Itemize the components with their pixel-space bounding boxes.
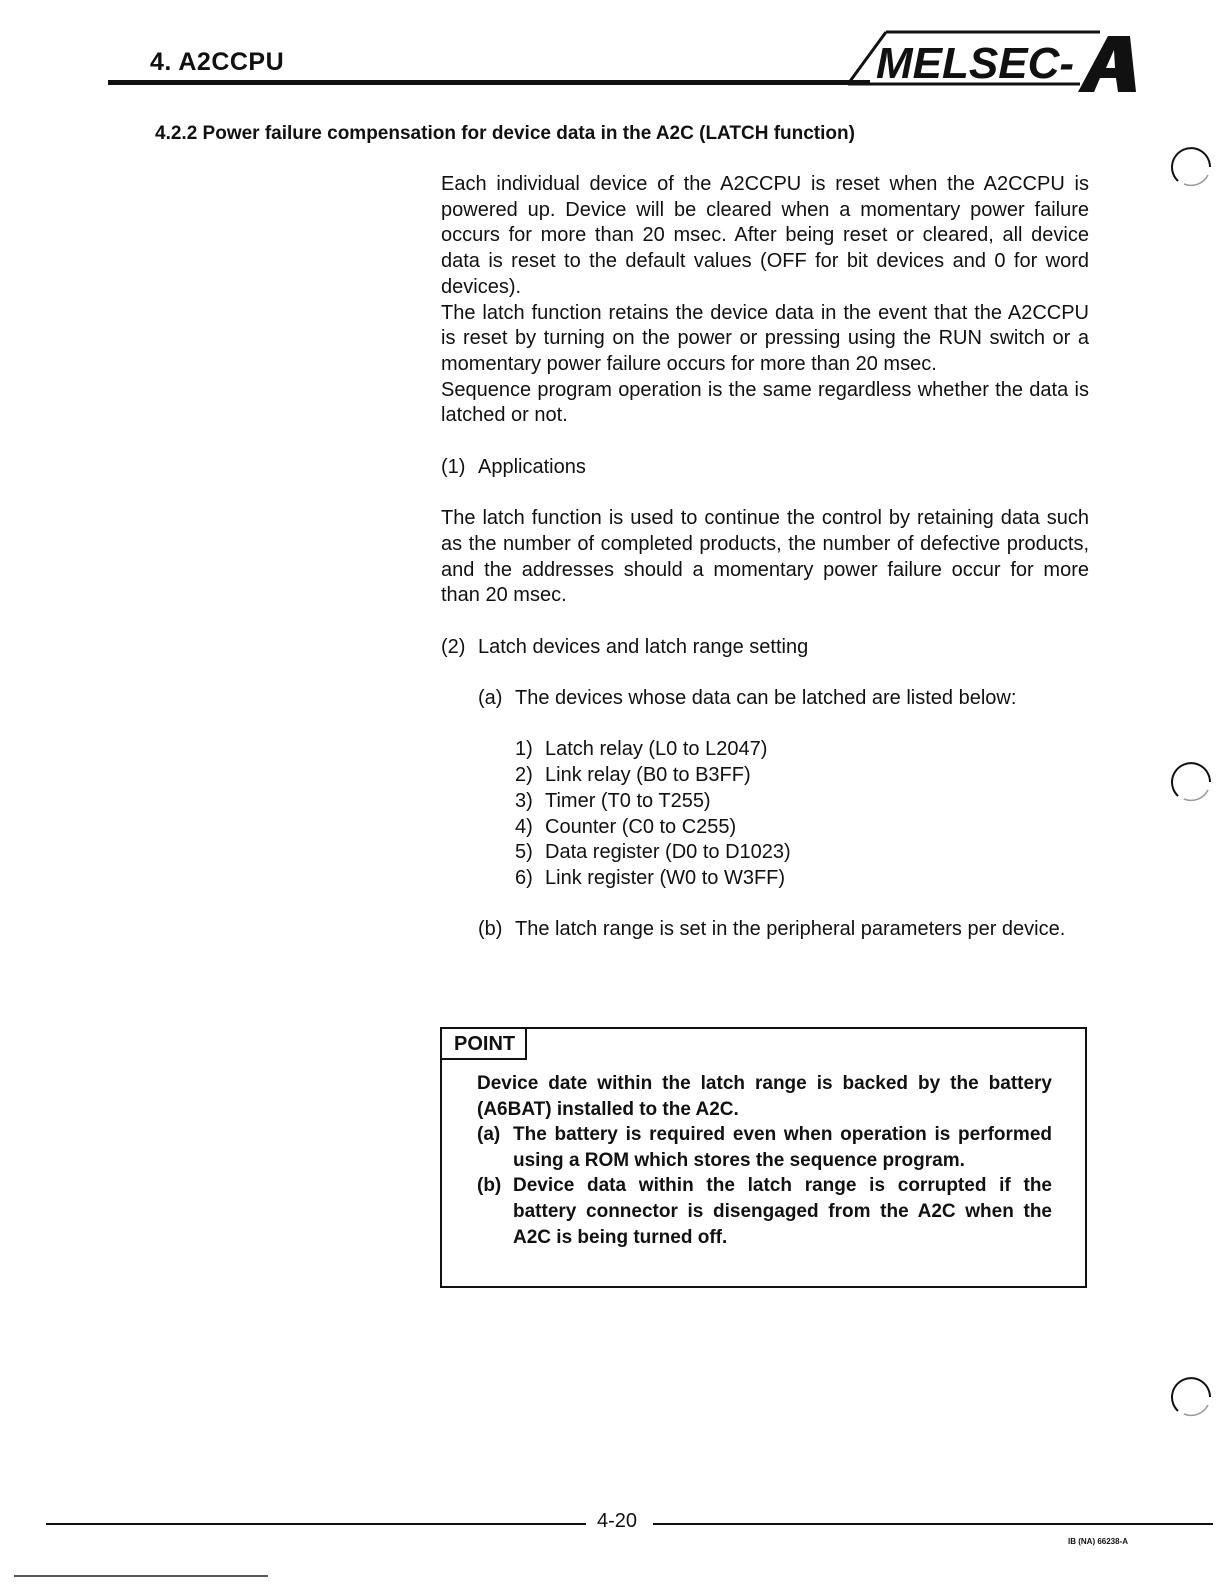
intro-paragraph: Each individual device of the A2CCPU is reset when the A2CCPU is powered up. Device will be cleared when a momentary power failure occurs for more than 20 msec. After being reset or cleared, all device data is reset to the default values (OFF for bit devices and 0 for word devices).	[441, 173, 1089, 298]
subitem-b	[478, 917, 1089, 943]
applications-body: The latch function is used to continue the control by retaining data such as the number of completed products, the number of defective products, and the addresses should a momentary power failure occur for more than 20 msec.	[441, 507, 1089, 607]
point-box	[440, 1027, 1087, 1288]
point-body	[477, 1071, 1052, 1250]
item-title: Latch devices and latch range setting	[478, 635, 809, 658]
melsec-logo	[846, 30, 1136, 96]
point-item: (b) Device data within the latch range is corrupted if the battery connector is disengaged from the A2C when the A2C is being turned off.	[477, 1175, 1052, 1248]
section-heading: 4.2.2 Power failure compensation for device data in the A2C (LATCH function)	[155, 123, 855, 144]
list-item: 2) Link relay (B0 to B3FF)	[515, 764, 751, 787]
page-number: 4-20	[597, 1510, 638, 1532]
subitem-text: The latch range is set in the peripheral parameters per device.	[515, 918, 1066, 941]
binder-hole-icon	[1170, 1375, 1212, 1417]
list-item: 1) Latch relay (L0 to L2047)	[515, 738, 768, 761]
subitem-number: (b)	[478, 918, 503, 941]
binder-hole-icon	[1170, 760, 1212, 802]
binder-hole-icon	[1170, 145, 1212, 187]
chapter-title: 4. A2CCPU	[150, 48, 285, 76]
point-label: POINT	[442, 1029, 527, 1060]
point-item: (a) The battery is required even when operation is performed using a ROM which stores the sequence program.	[477, 1124, 1052, 1171]
subitem-text: The devices whose data can be latched are listed below:	[515, 687, 1017, 709]
main-content	[441, 172, 1089, 943]
item-applications	[441, 455, 1089, 481]
logo-text: MELSEC-	[876, 39, 1074, 88]
subitem-number: (a)	[478, 687, 503, 709]
list-item: 5) Data register (D0 to D1023)	[515, 841, 791, 864]
item-number: (1)	[441, 455, 466, 478]
footer-rule	[653, 1523, 1213, 1525]
document-code: IB (NA) 66238-A	[1068, 1537, 1129, 1546]
item-latch-devices	[441, 635, 1089, 661]
intro-paragraph: Sequence program operation is the same regardless whether the data is latched or not.	[441, 378, 1089, 427]
list-item: 3) Timer (T0 to T255)	[515, 789, 711, 812]
list-item: 6) Link register (W0 to W3FF)	[515, 866, 786, 889]
device-list	[515, 737, 1089, 891]
list-item: 4) Counter (C0 to C255)	[515, 815, 737, 838]
header-rule	[108, 80, 870, 85]
intro-paragraph: The latch function retains the device data in the event that the A2CCPU is reset by turning on the power or pressing using the RUN switch or a momentary power failure occurs for more than 20 msec.	[441, 301, 1089, 375]
scan-edge-line	[14, 1575, 268, 1577]
item-number: (2)	[441, 635, 466, 658]
subitem-a	[478, 686, 1089, 712]
footer-rule	[46, 1523, 586, 1525]
point-intro: Device date within the latch range is backed by the battery (A6BAT) installed to the A2C.	[477, 1073, 1052, 1120]
item-title: Applications	[478, 455, 586, 478]
